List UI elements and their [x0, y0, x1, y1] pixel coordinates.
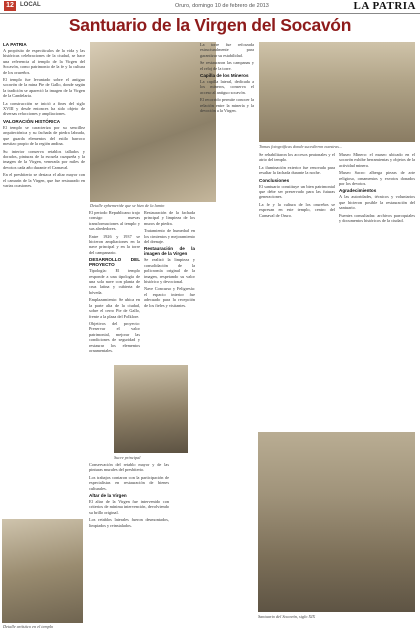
paragraph: A propósito de espectáculos de la vida y las históricas celebraciones de la ciudad, se hace una referencia al templo de la Virgen del Socavón, como patrimonio de la fe y la cultura de los orureños. — [3, 48, 85, 75]
photo-interior — [90, 42, 216, 202]
column-1 — [3, 40, 85, 516]
paragraph: Su interior conserva retablos tallados y dorados, pinturas de la escuela cuzqueña y la imagen de la Virgen, venerada por miles de devotos cada año durante el Carnaval. — [3, 148, 85, 170]
paragraph: Se rehabilitaron los accesos peatonales y el atrio del templo. — [259, 152, 335, 163]
caption-main: Detalle ephemeride que se hizo de la lamin — [90, 203, 165, 208]
paragraph: Objetivos del proyecto: Preservar el valor patrimonial, mejorar las condiciones de seguridad y restaurar los elementos ornamentales. — [89, 320, 140, 353]
paragraph: El recorrido permite conocer la relación entre la minería y la devoción a la Virgen. — [200, 97, 254, 114]
paragraph: Nave Concurso y Feligresía: el espacio interior fue adecuado para la recepción de los fieles y visitantes. — [144, 286, 195, 308]
caption-mid: Sucre principal — [114, 455, 141, 460]
caption-left: Detalle artístico en el templo — [3, 624, 54, 629]
paragraph: Conservación del retablo mayor y de las pinturas murales del presbiterio. — [89, 462, 169, 473]
paragraph: Emplazamiento: Se ubica en la parte alta de la ciudad, sobre el cerro Pie de Gallo, frente a la plaza del Folklore. — [89, 297, 140, 319]
column-3 — [144, 210, 195, 360]
paragraph: La torre fue reforzada estructuralmente para garantizar su estabilidad. — [200, 42, 254, 58]
column-5 — [200, 42, 254, 624]
column-1-label: LA PATRIA — [3, 42, 27, 47]
paragraph: El periodo Republicano trajo consigo nuevas transformaciones al templo y sus alrededores. — [89, 210, 140, 232]
page-number: 12 — [4, 1, 16, 11]
section-label: LOCAL — [20, 2, 41, 8]
subhead: Agradecimientos — [339, 188, 377, 194]
paragraph: Se realizó la limpieza y consolidación de la policromía original de la imagen, respetando su valor histórico y devocional. — [144, 257, 195, 285]
paragraph: Museo Sacro: alberga piezas de arte religioso, ornamentos y exvotos donados por los devotos. — [339, 170, 415, 187]
paragraph: Restauración de la fachada principal y limpieza de los muros de piedra. — [144, 210, 195, 226]
dateline: Oruro, domingo 10 de febrero de 2013 — [175, 3, 269, 9]
column-4 — [89, 462, 169, 624]
headline: Santuario de la Virgen del Socavón — [68, 15, 352, 35]
subhead: VALORACIÓN HISTÓRICA — [3, 118, 61, 124]
paragraph: A las autoridades, técnicos y voluntarios que hicieron posible la restauración del santuario. — [339, 194, 415, 211]
paragraph: La construcción se inició a fines del siglo XVIII y desde entonces ha sido objeto de diversas refacciones y ampliaciones. — [3, 100, 85, 117]
caption-right-top: Tomas fotográficas donde sucedieron nuestras... — [259, 144, 343, 149]
caption-right-bottom: Santuario del Socavón, siglo XIX — [258, 614, 316, 619]
paragraph: Tratamiento de humedad en los cimientos y mejoramiento del drenaje. — [144, 228, 195, 245]
paragraph: El templo se caracteriza por su sencillez arquitectónica y su fachada de piedra labrada, que guarda elementos del estilo barroco mestizo propio de la región andina. — [3, 124, 85, 147]
paragraph: Se restauraron las campanas y el reloj de la torre. — [200, 60, 254, 71]
page-header — [0, 0, 420, 14]
subhead: Altar de la Virgen — [89, 493, 127, 499]
paragraph: Fuentes consultadas: archivos parroquiales y documentos históricos de la ciudad. — [339, 212, 415, 224]
photo-sanctuary-exterior — [258, 432, 415, 612]
paragraph: La fe y la cultura de los orureños se expresan en este templo, centro del Carnaval de Oruro. — [259, 201, 335, 218]
paragraph: El santuario constituye un bien patrimonial que debe ser preservado para las futuras generaciones. — [259, 183, 335, 200]
column-6 — [259, 152, 335, 428]
photo-altar-detail — [2, 519, 83, 623]
subhead: Conclusiones — [259, 177, 290, 183]
paragraph: Tipología: El templo responde a una tipología de una sola nave con planta de cruz latina y cubierta de bóveda. — [89, 268, 140, 295]
photo-facade — [259, 42, 415, 142]
subhead: Restauración de la imagen de la Virgen — [144, 246, 195, 257]
paragraph: La capilla lateral, dedicada a los mineros, conserva el acceso al antiguo socavón. — [200, 79, 254, 95]
photo-sucre — [114, 365, 188, 453]
paragraph: El altar de la Virgen fue intervenido con criterios de mínima intervención, devolviendo su brillo original. — [89, 499, 169, 515]
paragraph: La iluminación exterior fue renovada para resaltar la fachada durante la noche. — [259, 164, 335, 176]
paragraph: Los trabajos contaron con la participación de especialistas en restauración de bienes culturales. — [89, 474, 169, 491]
paragraph: Los retablos laterales fueron desmontados, limpiados y reinstalados. — [89, 517, 169, 528]
paragraph: El templo fue levantado sobre el antiguo socavón de la mina Pie de Gallo, donde según la tradición se apareció la imagen de la Virgen de la Candelaria. — [3, 77, 85, 99]
masthead: LA PATRIA — [353, 0, 416, 12]
column-2 — [89, 210, 140, 360]
paragraph: En el presbiterio se destaca el altar mayor con el camarín de la Virgen, que fue restaurado en varias ocasiones. — [3, 172, 85, 188]
subhead: DESARROLLO DEL PROYECTO — [89, 257, 140, 268]
column-7 — [339, 152, 415, 428]
subhead: Capilla de los Mineros — [200, 73, 249, 79]
paragraph: Entre 1926 y 1937 se hicieron ampliaciones en la nave principal y en la torre del campanario. — [89, 233, 140, 255]
paragraph: Museo Minero: el museo ubicado en el socavón exhibe herramientas y objetos de la actividad minera. — [339, 152, 415, 168]
